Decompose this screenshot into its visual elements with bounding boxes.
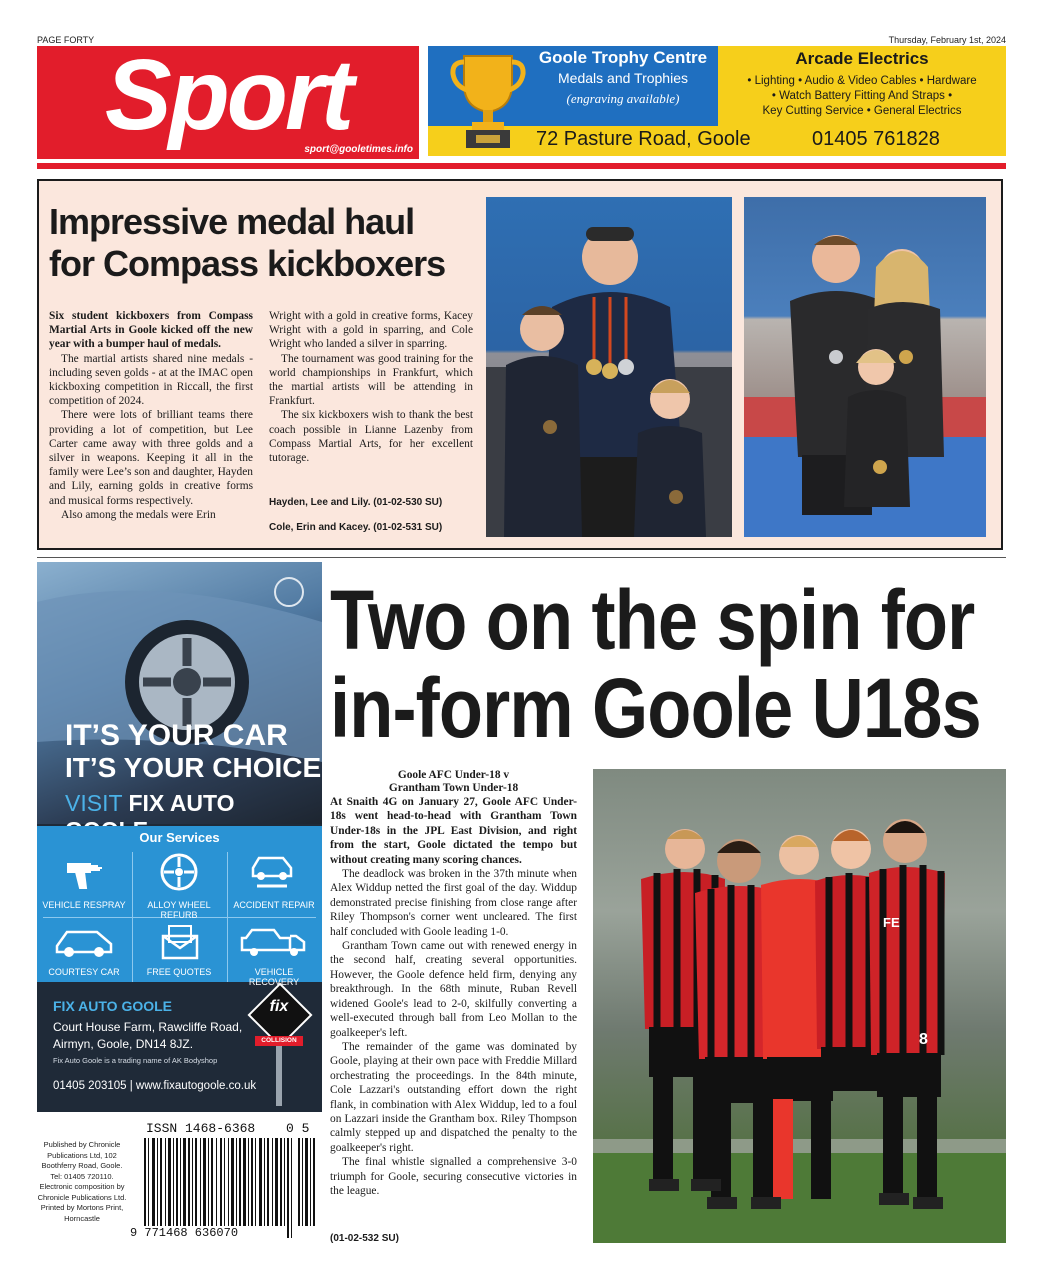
paragraph: Six student kickboxers from Compass Martial Arts in Goole kicked off the new year with a bumper haul of medals. bbox=[49, 310, 253, 351]
courtesy-car-icon bbox=[53, 926, 117, 960]
trophy-sub: Medals and Trophies bbox=[558, 70, 688, 86]
service-label: ACCIDENT REPAIR bbox=[233, 900, 315, 910]
photo-caption-2: Cole, Erin and Kacey. (01-02-531 SU) bbox=[269, 522, 443, 533]
address-line: Court House Farm, Rawcliffe Road, bbox=[53, 1020, 243, 1034]
football-photo bbox=[593, 769, 1006, 1243]
page-label: PAGE FORTY bbox=[37, 35, 95, 45]
paragraph: The remainder of the game was dominated by Goole, playing at their own pace with Freddie Millard orchestrating the proceedings. In the 84th minute, Cole Lazzari's outstanding effort down the right flank, in combination with Alex Widdup, led to a foul on Lazzari inside the Grantham box. Riley Thompson calmly stepped up and dispatched the penalty to the goalkeeper's right. bbox=[330, 1040, 577, 1154]
trophy-note: (engraving available) bbox=[566, 91, 680, 106]
section-title: Sport bbox=[104, 39, 352, 151]
arcade-title: Arcade Electrics bbox=[795, 49, 929, 68]
paragraph: The deadlock was broken in the 37th minute when Alex Widdup netted the first goal of the day. Widdup demonstrated precise finishing from close range after Riley Thompson's corner went uncleared. The first half concluded with Goole leading 1-0. bbox=[330, 868, 577, 938]
issue-number: 0 5 bbox=[286, 1121, 310, 1136]
issn: ISSN 1468-6368 bbox=[146, 1121, 256, 1136]
barcode bbox=[142, 1138, 322, 1240]
services-title: Our Services bbox=[139, 830, 220, 845]
headline-line: for Compass kickboxers bbox=[49, 243, 446, 284]
football-body bbox=[330, 795, 577, 1198]
football-headline bbox=[330, 573, 981, 755]
kickboxing-photo-2 bbox=[744, 197, 986, 537]
headline-line: Impressive medal haul bbox=[49, 201, 415, 242]
free-quotes-icon bbox=[159, 922, 201, 962]
paragraph: Also among the medals were Erin bbox=[61, 508, 216, 521]
ad-line-1: IT’S YOUR CAR bbox=[65, 719, 288, 752]
header-rule bbox=[37, 163, 1006, 169]
company-name: FIX AUTO GOOLE bbox=[53, 998, 173, 1014]
visit-prefix: VISIT bbox=[65, 790, 129, 816]
visit-name: FIX AUTO bbox=[128, 790, 235, 816]
fix-logo-text: fix bbox=[269, 998, 289, 1015]
spray-gun-icon bbox=[64, 854, 104, 890]
football-caption: (01-02-532 SU) bbox=[330, 1233, 399, 1244]
paragraph: At Snaith 4G on January 27, Goole AFC Under-18s went head-to-head with Grantham Town Under-18s in the JPL East Division, and right from the start, Goole dictated the tempo but without creating many scoring chances. bbox=[330, 796, 577, 866]
alloy-wheel-icon bbox=[159, 852, 199, 892]
kickboxing-column-2 bbox=[269, 309, 473, 465]
paragraph: There were lots of brilliant teams there providing a lot of competition, but Lee Carter came away with three golds and a silver in weapons. Keeping it all in the family were Lee’s son and daughter, Hayden and Lily, earning golds in creative forms and musical forms respectively. bbox=[49, 409, 253, 507]
paragraph: The martial artists shared nine medals - including seven golds - at at the IMAC open kickboxing competition in Riccall, the first competition of 2024. bbox=[49, 352, 253, 408]
section-divider bbox=[37, 557, 1006, 558]
accident-repair-icon bbox=[247, 854, 297, 890]
issue-date: Thursday, February 1st, 2024 bbox=[888, 35, 1006, 45]
arcade-line: • Watch Battery Fitting And Straps • bbox=[771, 90, 953, 102]
shirt-sponsor: FE bbox=[883, 915, 900, 930]
paragraph: The six kickboxers wish to thank the best coach possible in Lianne Lazenby from Compass Martial Arts, for her excellent tutorage. bbox=[269, 409, 473, 465]
paragraph: The tournament was good training for the world championships in Frankfurt, which the martial artists will be attending in Frankfurt. bbox=[269, 352, 473, 408]
service-label: VEHICLE RESPRAY bbox=[42, 900, 126, 910]
match-line: Goole AFC Under-18 v bbox=[397, 769, 510, 781]
service-label: ALLOY WHEEL REFURB bbox=[147, 900, 211, 920]
paragraph: Grantham Town came out with renewed energy in the second half, creating several opportunities. However, the Goole defence held firm, denying any breakthrough. In the 68th minute, Ruban Revell widened Goole's lead to 2-0, skilfully converting a well-executed through ball from Leo Mollan to the goalkeeper's left. bbox=[330, 940, 577, 1039]
arcade-services bbox=[718, 74, 1006, 119]
paragraph: The final whistle signalled a comprehensive 3-0 triumph for Goole, securing consecutive victories in the league. bbox=[330, 1156, 577, 1197]
match-line: Grantham Town Under-18 bbox=[388, 782, 519, 794]
trophy-advert bbox=[428, 46, 1006, 159]
kickboxing-column-1 bbox=[49, 309, 253, 522]
company-address bbox=[53, 1019, 242, 1053]
trophy-title: Goole Trophy Centre bbox=[538, 48, 708, 67]
ad-line-2: IT’S YOUR CHOICE bbox=[65, 752, 322, 783]
paragraph: Wright with a gold in creative forms, Kacey Wright with a gold in sparring, and Cole Wright who landed a silver in sparring. bbox=[269, 310, 473, 351]
kickboxing-headline bbox=[49, 201, 445, 285]
trophy-phone[interactable]: 01405 761828 bbox=[812, 128, 940, 150]
shirt-number: 8 bbox=[919, 1031, 928, 1048]
section-email[interactable]: sport@gooletimes.info bbox=[304, 144, 413, 155]
photo-caption-1: Hayden, Lee and Lily. (01-02-530 SU) bbox=[269, 497, 443, 508]
vehicle-recovery-icon bbox=[240, 924, 306, 960]
address-line: Airmyn, Goole, DN14 8JZ. bbox=[53, 1037, 194, 1051]
trophy-address: 72 Pasture Road, Goole bbox=[536, 128, 751, 150]
kickboxing-photo-1 bbox=[486, 197, 732, 537]
arcade-line: Key Cutting Service • General Electrics bbox=[762, 105, 962, 117]
trophy-icon bbox=[450, 50, 526, 154]
arcade-line: • Lighting • Audio & Video Cables • Hardware bbox=[747, 75, 977, 87]
barcode-number: 9 771468 636070 bbox=[130, 1226, 260, 1240]
trading-name: Fix Auto Goole is a trading name of AK Bodyshop bbox=[53, 1056, 218, 1065]
service-label: COURTESY CAR bbox=[48, 967, 120, 977]
fix-logo-sub: COLLISION bbox=[255, 1036, 303, 1046]
service-label: VEHICLE RECOVERY bbox=[248, 967, 300, 987]
contact-line[interactable]: 01405 203105 | www.fixautogoole.co.uk bbox=[53, 1080, 257, 1092]
fix-auto-advert bbox=[37, 562, 322, 1112]
service-label: FREE QUOTES bbox=[146, 967, 212, 977]
match-title bbox=[330, 769, 577, 795]
publisher-imprint: Published by Chronicle Publications Ltd, 102 Boothferry Road, Goole. Tel: 01405 720110. Electronic composition by Chronicle Publications Ltd. Printed by Mortons Print, Horncastle bbox=[37, 1140, 127, 1223]
headline-line: Two on the spin for bbox=[330, 573, 975, 667]
headline-line: in-form Goole U18s bbox=[330, 661, 981, 755]
